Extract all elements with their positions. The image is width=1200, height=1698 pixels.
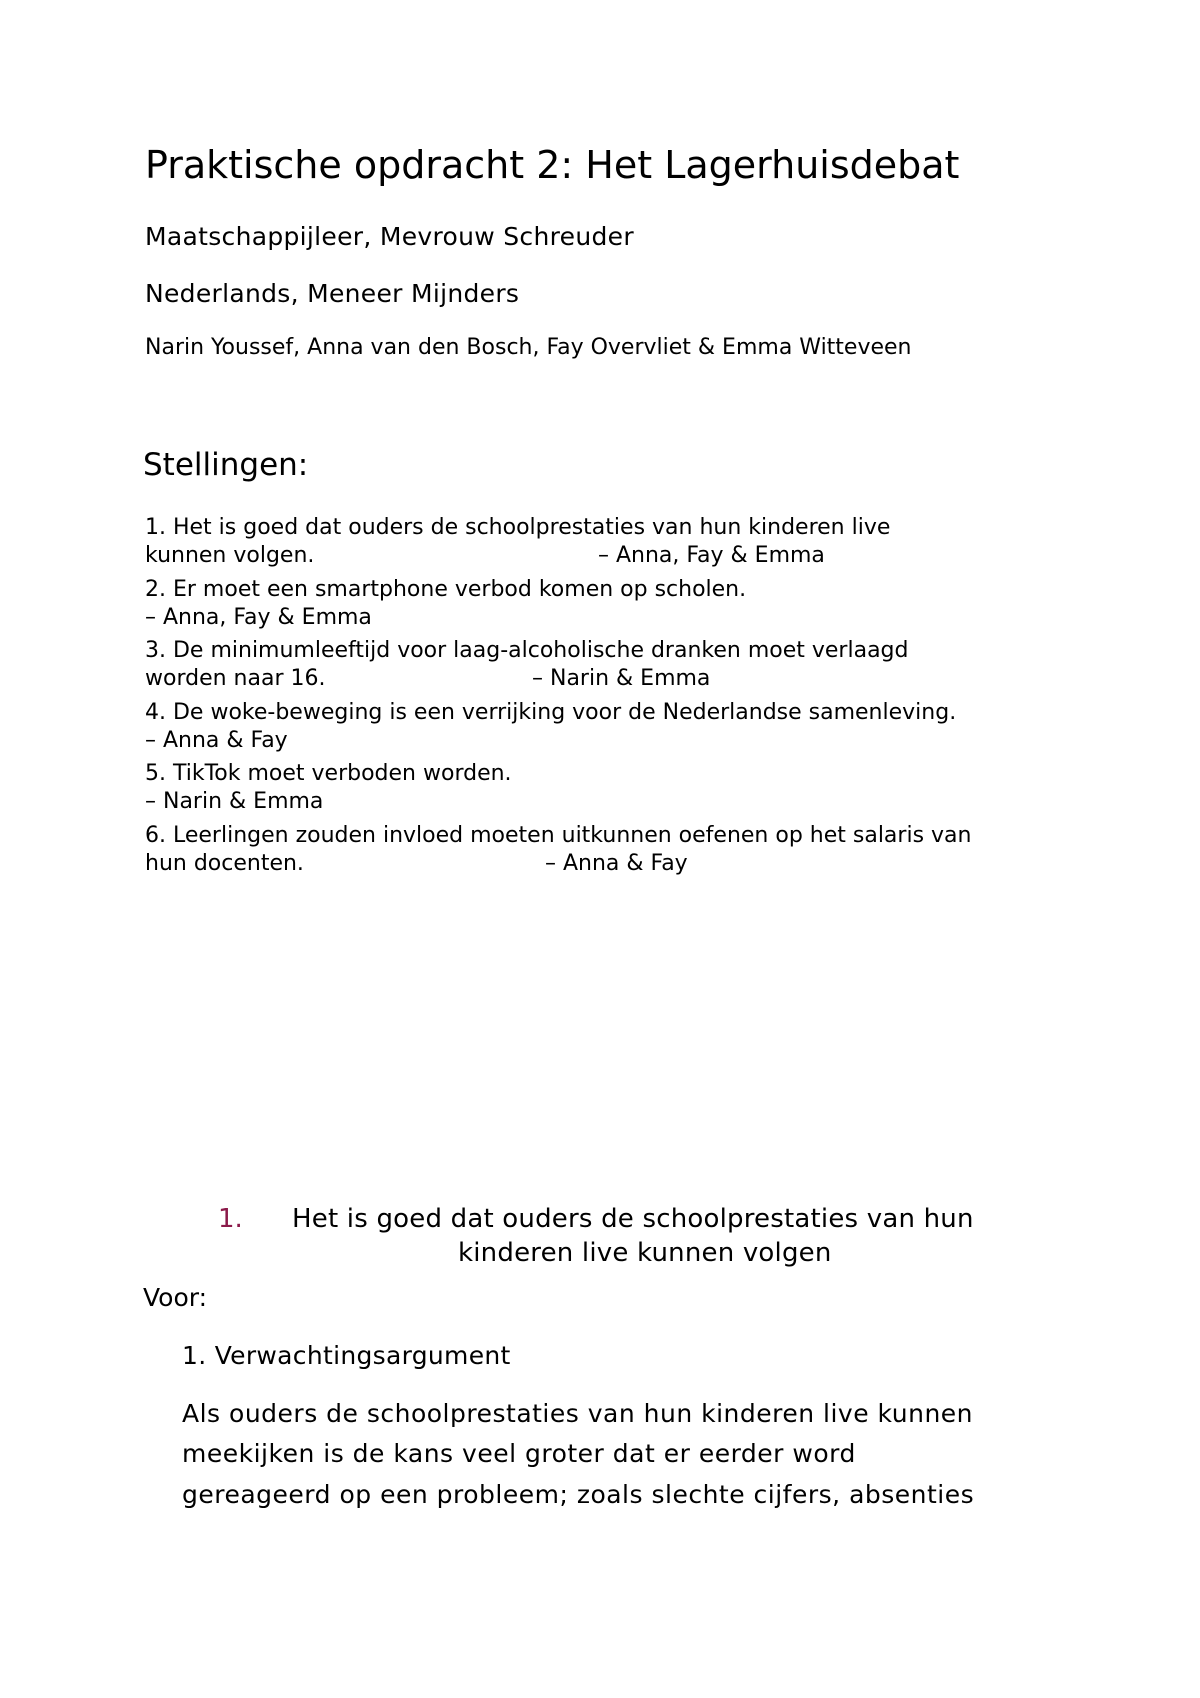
body-text-line: meekijken is de kans veel groter dat er eerder word [182,1439,856,1468]
list-item: hun docenten. [145,851,304,876]
body-text-line: Als ouders de schoolprestaties van hun kinderen live kunnen [182,1399,974,1428]
subject-maatschappijleer: Maatschappijleer, Mevrouw Schreuder [145,222,634,251]
section-title-continued: kinderen live kunnen volgen [458,1238,832,1268]
list-item-attribution: – Anna & Fay [545,851,688,876]
stellingen-heading: Stellingen: [143,447,309,483]
list-item-attribution: – Narin & Emma [532,666,711,691]
list-item: 1. Het is goed dat ouders de schoolprestaties van hun kinderen live [145,515,891,540]
document-title: Praktische opdracht 2: Het Lagerhuisdebat [145,143,960,187]
list-item: 5. TikTok moet verboden worden. [145,761,512,786]
list-item-attribution: – Narin & Emma [145,789,324,814]
section-number: 1. [218,1204,243,1234]
list-item: 6. Leerlingen zouden invloed moeten uitkunnen oefenen op het salaris van [145,823,972,848]
body-text-line: gereageerd op een probleem; zoals slechte cijfers, absenties [182,1480,975,1509]
list-item-attribution: – Anna & Fay [145,728,288,753]
list-item-attribution: – Anna, Fay & Emma [598,543,825,568]
list-item: 2. Er moet een smartphone verbod komen op scholen. [145,577,747,602]
author-list: Narin Youssef, Anna van den Bosch, Fay Overvliet & Emma Witteveen [145,335,912,360]
subject-nederlands: Nederlands, Meneer Mijnders [145,279,520,308]
list-item: 4. De woke-beweging is een verrijking voor de Nederlandse samenleving. [145,700,957,725]
list-item: kunnen volgen. [145,543,315,568]
list-item: worden naar 16. [145,666,326,691]
list-item: 3. De minimumleeftijd voor laag-alcoholische dranken moet verlaagd [145,638,909,663]
voor-label: Voor: [143,1283,208,1312]
section-title: Het is goed dat ouders de schoolprestaties van hun [292,1204,974,1234]
argument-title: 1. Verwachtingsargument [182,1341,511,1370]
list-item-attribution: – Anna, Fay & Emma [145,605,372,630]
